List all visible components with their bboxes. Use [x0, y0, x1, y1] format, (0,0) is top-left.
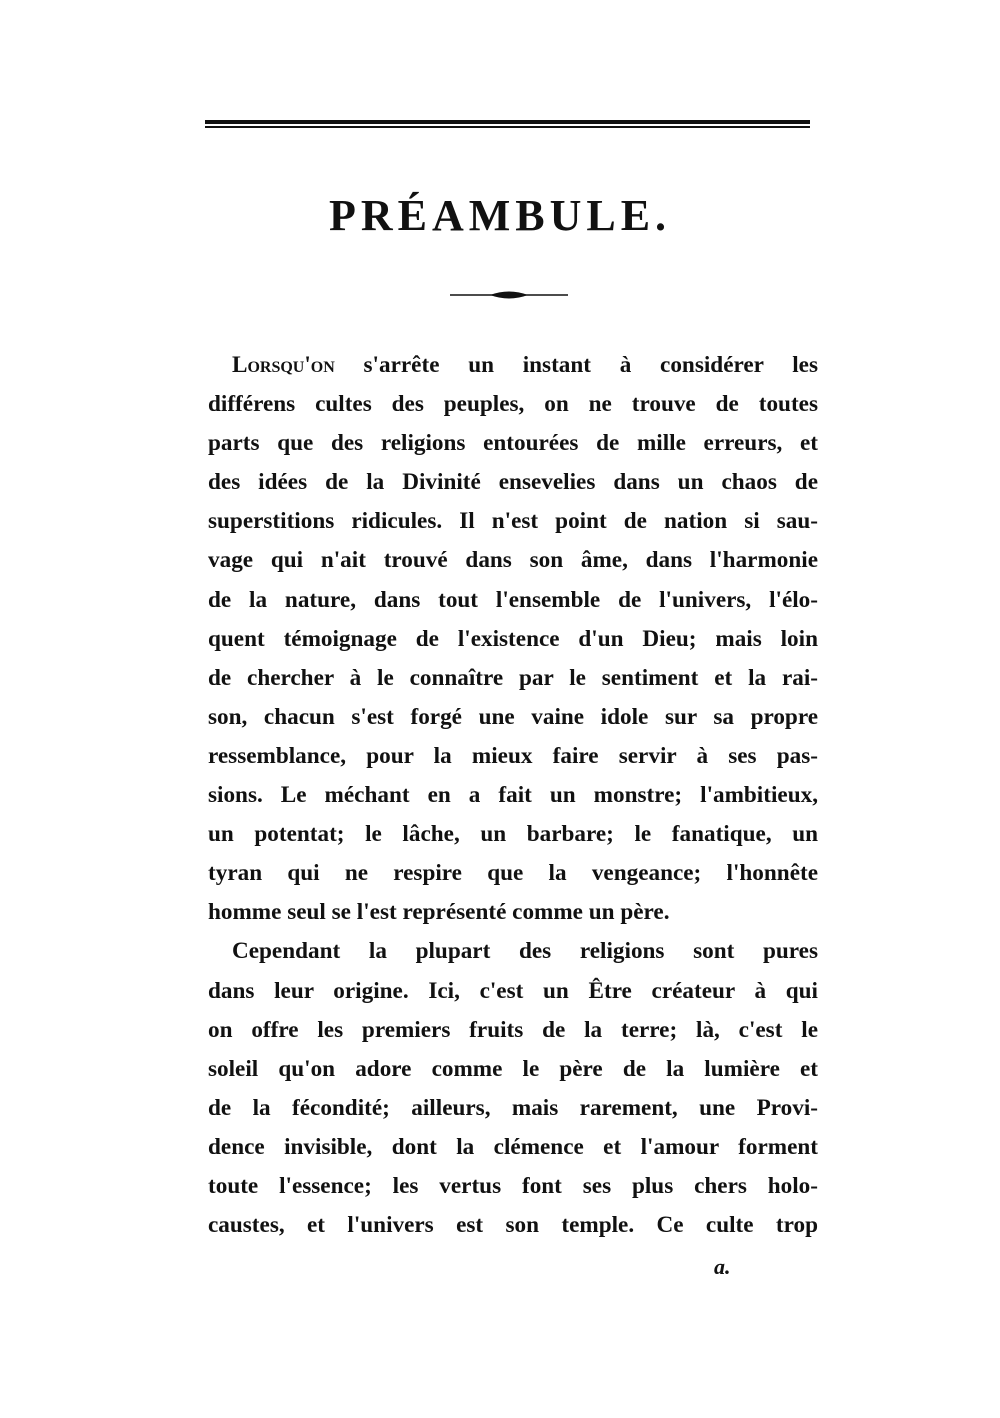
text-line-2: différens cultes des peuples, on ne trouve de toutes	[208, 391, 818, 418]
text-line-22: toute l'essence; les vertus font ses plus chers holo-	[208, 1172, 818, 1199]
text-line-15: homme seul se l'est représenté comme un père.	[208, 899, 670, 926]
top-double-rule	[205, 120, 810, 129]
top-rule-thick-line	[205, 120, 810, 124]
text-line-17: dans leur origine. Ici, c'est un Être créateur à qui	[208, 977, 818, 1004]
text-line-3: parts que des religions entourées de mille erreurs, et	[208, 430, 818, 457]
text-line-13: un potentat; le lâche, un barbare; le fanatique, un	[208, 821, 818, 848]
body-text	[208, 346, 818, 1245]
text-line-12: sions. Le méchant en a fait un monstre; l'ambitieux,	[208, 782, 818, 809]
text-line-21: dence invisible, dont la clémence et l'amour forment	[208, 1133, 818, 1160]
text-line-9: de chercher à le connaître par le sentiment et la rai-	[208, 664, 818, 691]
text-line-20: de la fécondité; ailleurs, mais rarement, une Provi-	[208, 1094, 818, 1121]
text-line-8: quent témoignage de l'existence d'un Dieu; mais loin	[208, 625, 818, 652]
text-line-11: ressemblance, pour la mieux faire servir à ses pas-	[208, 742, 818, 769]
text-line-16-content: Cependant la plupart des religions sont pures	[232, 938, 818, 965]
text-line-7: de la nature, dans tout l'ensemble de l'univers, l'élo-	[208, 586, 818, 613]
signature-mark: a.	[714, 1254, 731, 1279]
text-line-18: on offre les premiers fruits de la terre; là, c'est le	[208, 1016, 818, 1043]
top-rule-thin-line	[205, 126, 810, 128]
page-title: PRÉAMBULE.	[328, 191, 672, 240]
text-line-4: des idées de la Divinité ensevelies dans un chaos de	[208, 469, 818, 496]
text-line-5: superstitions ridicules. Il n'est point de nation si sau-	[208, 508, 818, 535]
text-line-6: vage qui n'ait trouvé dans son âme, dans l'harmonie	[208, 547, 818, 574]
text-line-10: son, chacun s'est forgé une vaine idole sur sa propre	[208, 703, 818, 730]
title-ornament-divider	[450, 288, 568, 302]
text-line-14: tyran qui ne respire que la vengeance; l'honnête	[208, 860, 818, 887]
text-line-16	[208, 932, 818, 971]
text-line-1	[208, 346, 818, 385]
text-line-19: soleil qu'on adore comme le père de la lumière et	[208, 1055, 818, 1082]
text-line-23: caustes, et l'univers est son temple. Ce culte trop	[208, 1212, 818, 1239]
text-line-1-rest: s'arrête un instant à considérer les	[334, 352, 818, 378]
drop-lead-word: Lorsqu'on	[232, 352, 335, 378]
